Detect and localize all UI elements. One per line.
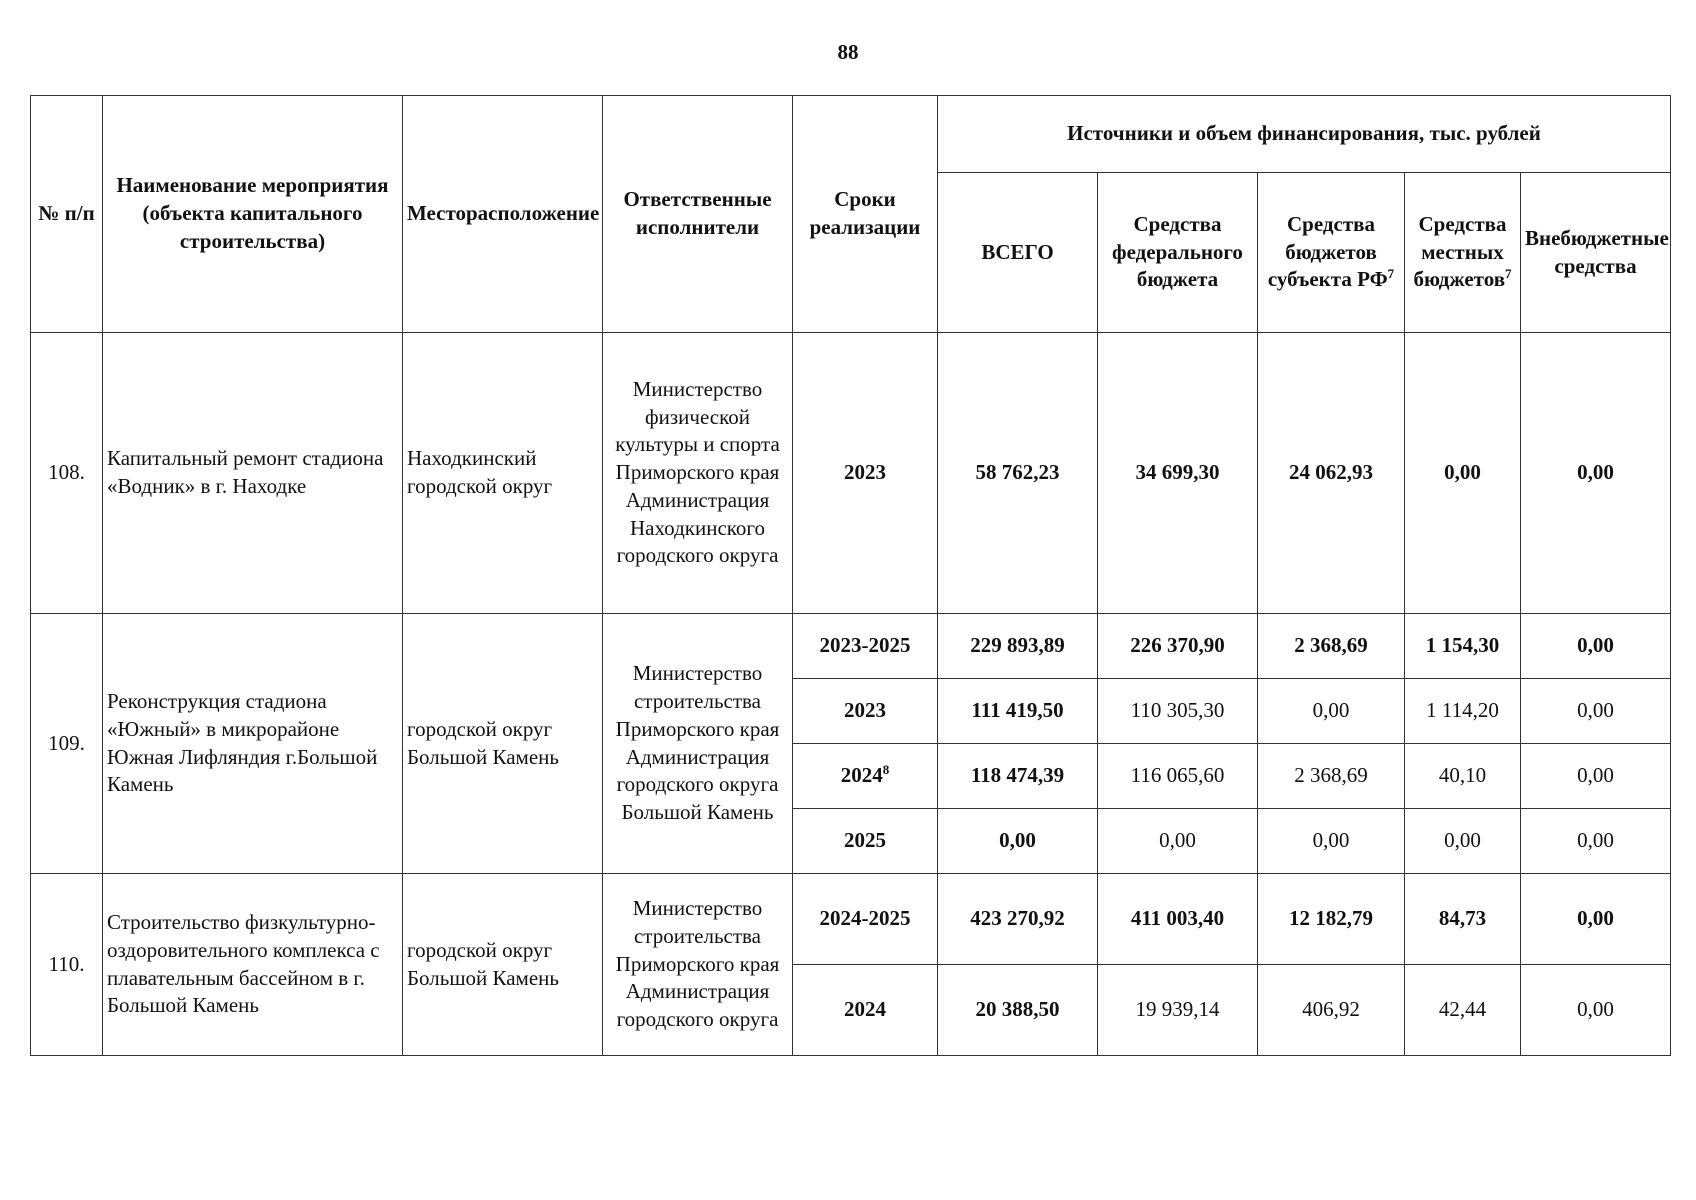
row-term: 2023 [793, 679, 938, 744]
page-number: 88 [837, 40, 859, 64]
row-federal: 116 065,60 [1098, 744, 1258, 809]
row-total: 58 762,23 [938, 333, 1098, 614]
header-funding-group: Источники и объем финансирования, тыс. рублей [938, 96, 1671, 173]
row-local: 42,44 [1405, 965, 1521, 1056]
row-federal: 34 699,30 [1098, 333, 1258, 614]
row-location: Находкинский городской округ [403, 333, 603, 614]
row-term-text: 2024 [840, 763, 883, 788]
row-executors: Министерство физической культуры и спорта Приморского края Администрация Находкинского городского округа [603, 333, 793, 614]
row-num: 110. [31, 874, 103, 1056]
row-total: 111 419,50 [938, 679, 1098, 744]
row-name: Капитальный ремонт стадиона «Водник» в г. Находке [103, 333, 403, 614]
row-term [793, 744, 938, 809]
row-offbudget: 0,00 [1521, 614, 1671, 679]
row-regional: 12 182,79 [1258, 874, 1405, 965]
row-offbudget: 0,00 [1521, 874, 1671, 965]
row-regional: 2 368,69 [1258, 614, 1405, 679]
row-federal: 411 003,40 [1098, 874, 1258, 965]
row-offbudget: 0,00 [1521, 744, 1671, 809]
header-location: Месторасположение [403, 96, 603, 333]
row-total: 20 388,50 [938, 965, 1098, 1056]
row-executors: Министерство строительства Приморского края Администрация городского округа Большой Камень [603, 614, 793, 874]
row-name: Строительство физкультурно-оздоровительного комплекса с плавательным бассейном в г. Большой Камень [103, 874, 403, 1056]
header-regional [1258, 173, 1405, 333]
header-name: Наименование мероприятия (объекта капитального строительства) [103, 96, 403, 333]
row-executors: Министерство строительства Приморского края Администрация городского округа [603, 874, 793, 1056]
row-term: 2023-2025 [793, 614, 938, 679]
row-regional: 24 062,93 [1258, 333, 1405, 614]
row-num: 109. [31, 614, 103, 874]
row-offbudget: 0,00 [1521, 333, 1671, 614]
row-federal: 110 305,30 [1098, 679, 1258, 744]
header-num: № п/п [31, 96, 103, 333]
row-regional: 406,92 [1258, 965, 1405, 1056]
row-local: 1 114,20 [1405, 679, 1521, 744]
row-offbudget: 0,00 [1521, 679, 1671, 744]
header-offbudget: Внебюджетные средства [1521, 173, 1671, 333]
row-local: 0,00 [1405, 809, 1521, 874]
row-offbudget: 0,00 [1521, 809, 1671, 874]
row-total: 423 270,92 [938, 874, 1098, 965]
header-federal: Средства федерального бюджета [1098, 173, 1258, 333]
row-name: Реконструкция стадиона «Южный» в микрорайоне Южная Лифляндия г.Большой Камень [103, 614, 403, 874]
header-local [1405, 173, 1521, 333]
row-federal: 226 370,90 [1098, 614, 1258, 679]
header-total: ВСЕГО [938, 173, 1098, 333]
row-local: 0,00 [1405, 333, 1521, 614]
row-regional: 0,00 [1258, 809, 1405, 874]
table-row [31, 333, 1671, 614]
row-term: 2025 [793, 809, 938, 874]
header-regional-text: Средства бюджетов субъекта РФ [1267, 211, 1388, 292]
header-local-text: Средства местных бюджетов [1413, 211, 1507, 292]
row-term: 2024-2025 [793, 874, 938, 965]
row-term: 2023 [793, 333, 938, 614]
row-local: 40,10 [1405, 744, 1521, 809]
header-regional-sup: 7 [1387, 266, 1395, 282]
row-location: городской округ Большой Камень [403, 614, 603, 874]
row-total: 229 893,89 [938, 614, 1098, 679]
row-total: 0,00 [938, 809, 1098, 874]
row-num: 108. [31, 333, 103, 614]
row-location: городской округ Большой Камень [403, 874, 603, 1056]
row-federal: 19 939,14 [1098, 965, 1258, 1056]
header-local-sup: 7 [1505, 266, 1512, 282]
financing-table [30, 95, 1671, 1056]
table-row [31, 874, 1671, 965]
row-federal: 0,00 [1098, 809, 1258, 874]
row-total: 118 474,39 [938, 744, 1098, 809]
row-local: 84,73 [1405, 874, 1521, 965]
header-executors: Ответственные исполнители [603, 96, 793, 333]
row-regional: 2 368,69 [1258, 744, 1405, 809]
header-terms: Сроки реализации [793, 96, 938, 333]
table-row [31, 614, 1671, 679]
row-term-sup: 8 [882, 762, 890, 778]
row-regional: 0,00 [1258, 679, 1405, 744]
row-offbudget: 0,00 [1521, 965, 1671, 1056]
row-local: 1 154,30 [1405, 614, 1521, 679]
row-term: 2024 [793, 965, 938, 1056]
